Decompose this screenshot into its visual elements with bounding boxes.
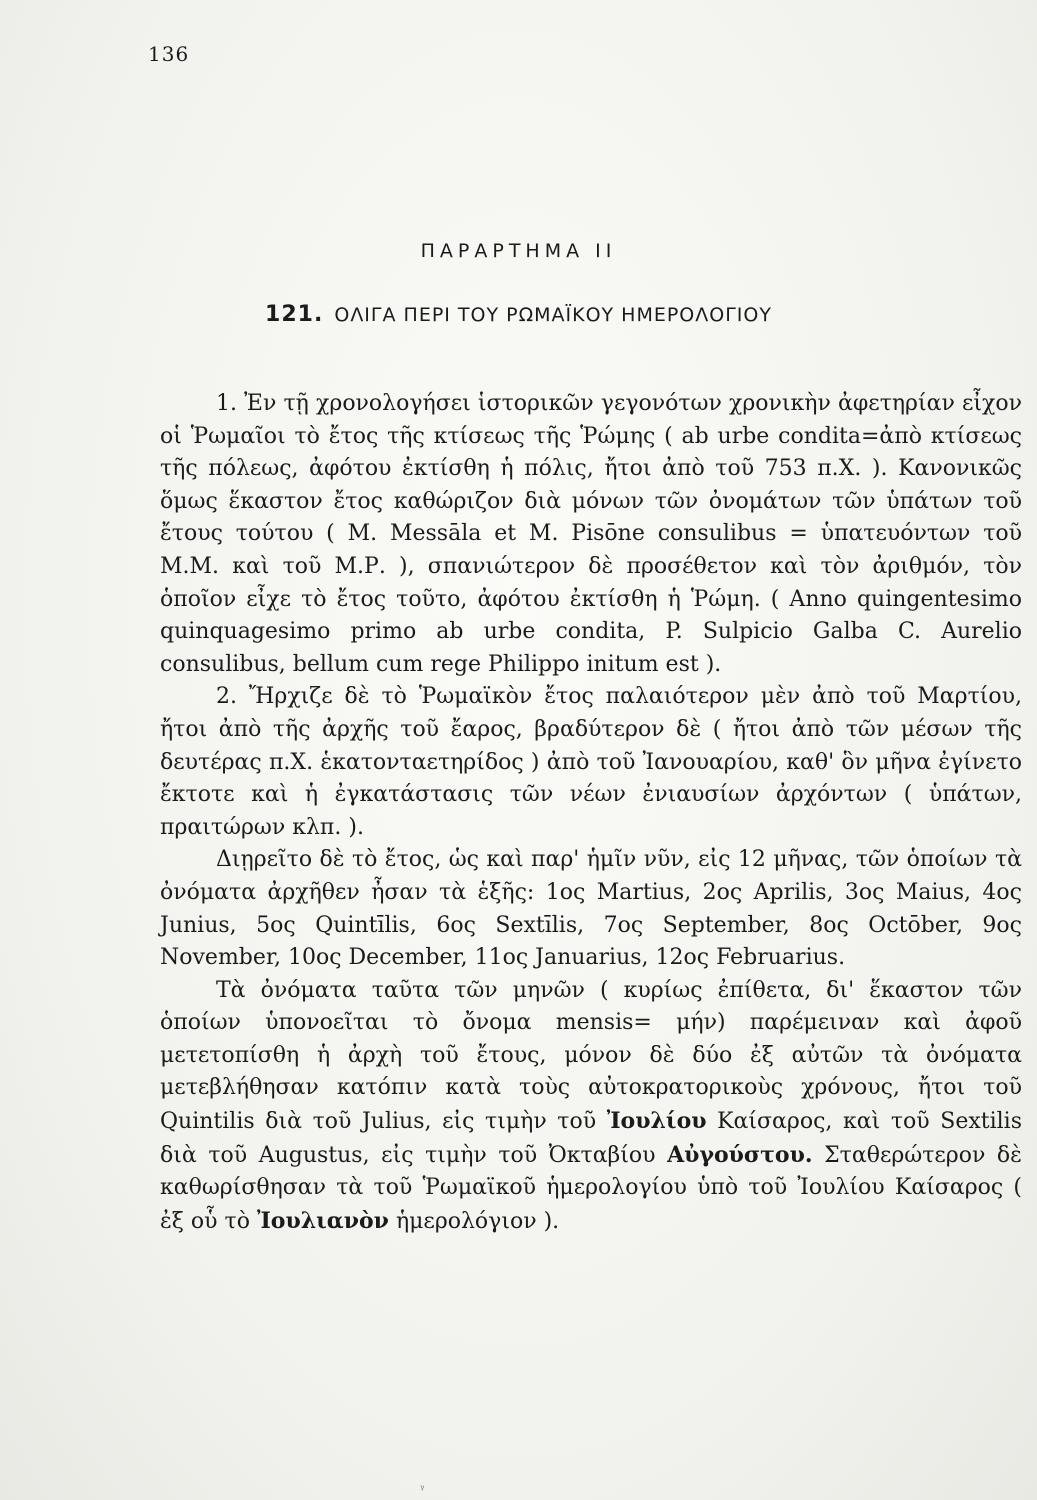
page-number: 136	[148, 42, 190, 66]
section-title: ΟΛΙΓΑ ΠΕΡΙ ΤΟΥ ΡΩΜΑΪΚΟΥ ΗΜΕΡΟΛΟΓΙΟΥ	[334, 304, 772, 326]
paragraph-4-text-4: ἡμερολόγιον ).	[395, 1208, 560, 1234]
appendix-title: ΠΑΡΑΡΤΗΜΑ ΙΙ	[420, 240, 617, 262]
bold-term-iouliou: Ἰουλίου	[606, 1108, 707, 1135]
paragraph-4-text-3: Σταθερώτερον δὲ καθωρίσθησαν τὰ τοῦ Ῥωμαϊκοῦ ἡμερολογίου ὑπὸ τοῦ Ἰουλίου Καίσαρος ( ἐξ οὗ τὸ	[160, 1142, 1022, 1234]
paragraph-2: 2. Ἤρχιζε δὲ τὸ Ῥωμαϊκὸν ἔτος παλαιότερον μὲν ἀπὸ τοῦ Μαρτίου, ἤτοι ἀπὸ τῆς ἀρχῆς τοῦ ἔαρος, βραδύτερον δὲ ( ἤτοι ἀπὸ τῶν μέσων τῆς δευτέρας π.Χ. ἑκατονταετηρίδος ) ἀπὸ τοῦ Ἰανουαρίου, καθ' ὃν μῆνα ἐγίνετο ἔκτοτε καὶ ἡ ἐγκατάστασις τῶν νέων ἐνιαυσίων ἀρχόντων ( ὑπάτων, πραιτώρων κλπ. ).	[160, 684, 1022, 840]
bold-term-augoustou: Αὐγούστου.	[667, 1141, 813, 1168]
paragraph-1: 1. Ἐν τῇ χρονολογήσει ἱστορικῶν γεγονότων χρονικὴν ἀφετηρίαν εἶχον οἱ Ῥωμαῖοι τὸ ἔτος τῆς κτίσεως τῆς Ῥώμης ( ab urbe condita=ἀπὸ κτίσεως τῆς πόλεως, ἀφότου ἐκτίσθη ἡ πόλις, ἤτοι ἀπὸ τοῦ 753 π.Χ. ). Κανονικῶς ὅμως ἕκαστον ἔτος καθώριζον διὰ μόνων τῶν ὀνομάτων τῶν ὑπάτων τοῦ ἔτους τούτου ( M. Messāla et M. Pisōne consulibus = ὑπατευόντων τοῦ Μ.Μ. καὶ τοῦ Μ.Ρ. ), σπανιώτερον δὲ προσέθετον καὶ τὸν ἀριθμόν, τὸν ὁποῖον εἶχε τὸ ἔτος τοῦτο, ἀφότου ἐκτίσθη ἡ Ῥώμη. ( Anno quingentesimo quinquagesimo primo ab urbe condita, P. Sulpicio Galba C. Aurelio consulibus, bellum cum rege Philippo initum est ).	[160, 391, 1022, 677]
footer-mark: ᵧ	[420, 1478, 425, 1492]
paragraph-4-text-2: Καίσαρος, καὶ τοῦ Sextilis διὰ τοῦ Augustus, εἰς τιμὴν τοῦ Ὀκταβίου	[160, 1109, 1022, 1168]
section-heading	[0, 302, 1037, 327]
paragraph-4-text-1: Τὰ ὀνόματα ταῦτα τῶν μηνῶν ( κυρίως ἐπίθετα, δι' ἕκαστον τῶν ὁποίων ὑπονοεῖται τὸ ὄνομα mensis= μήν) παρέμειναν καὶ ἀφοῦ μετετοπίσθη ἡ ἀρχὴ τοῦ ἔτους, μόνον δὲ δύο ἐξ αὐτῶν τὰ ὀνόματα μετεβλήθησαν κατόπιν κατὰ τοὺς αὐτοκρατορικοὺς χρόνους, ἤτοι τοῦ Quintilis διὰ τοῦ Julius, εἰς τιμὴν τοῦ	[160, 977, 1022, 1135]
bold-term-ioulianon: Ἰουλιανὸν	[256, 1207, 389, 1234]
paragraph-3: Διῃρεῖτο δὲ τὸ ἔτος, ὡς καὶ παρ' ἡμῖν νῦν, εἰς 12 μῆνας, τῶν ὁποίων τὰ ὀνόματα ἀρχῆθεν ἦσαν τὰ ἑξῆς: 1ος Martius, 2ος Aprilis, 3ος Maius, 4ος Junius, 5ος Quintīlis, 6ος Sextīlis, 7ος September, 8ος Octōber, 9ος November, 10ος December, 11ος Januarius, 12ος Februarius.	[160, 847, 1022, 971]
section-number: 121.	[265, 302, 324, 327]
paragraph-4	[160, 975, 1022, 1239]
body-text	[160, 388, 1022, 1238]
